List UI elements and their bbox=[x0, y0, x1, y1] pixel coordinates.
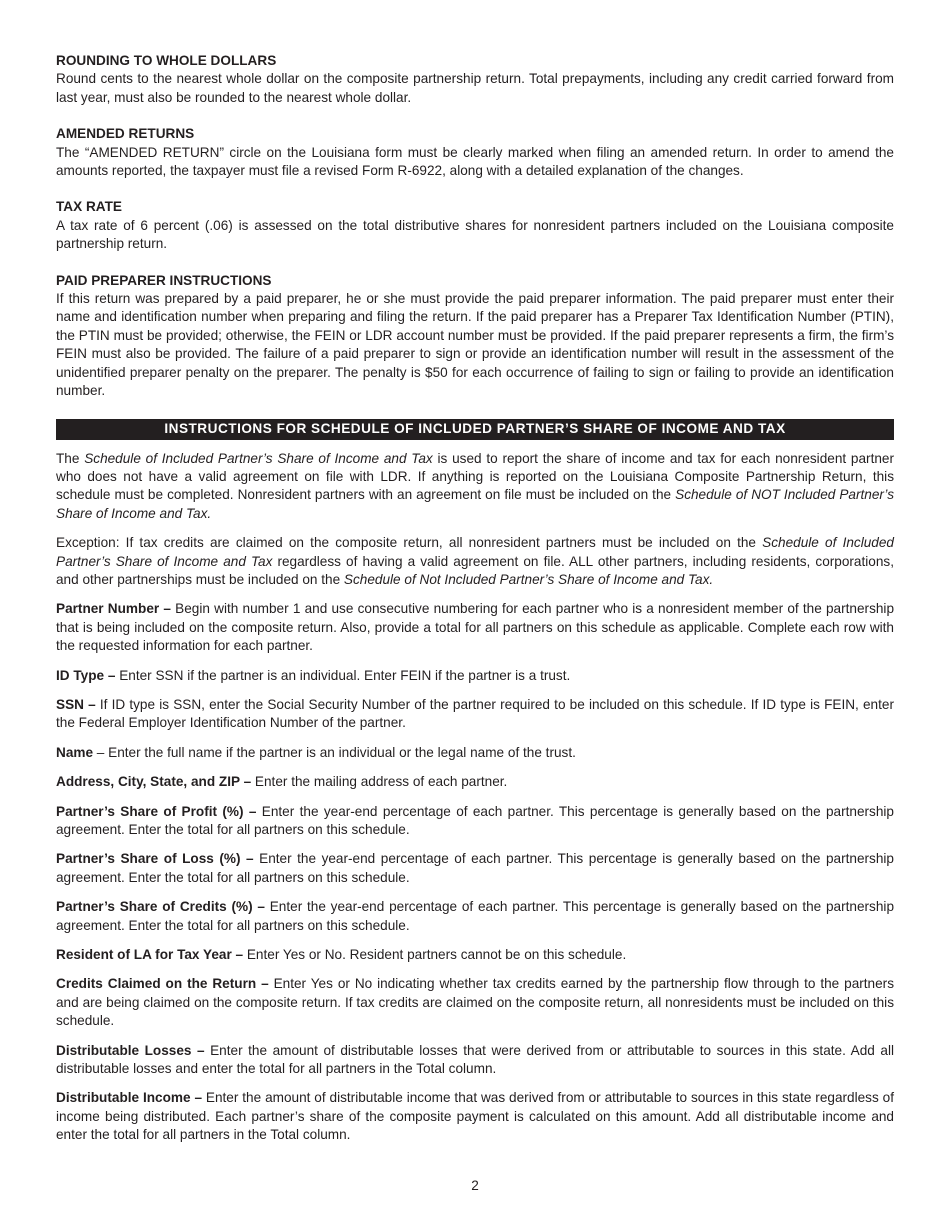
field-term: Address, City, State, and ZIP – bbox=[56, 774, 252, 790]
schedule-instructions-banner: INSTRUCTIONS FOR SCHEDULE OF INCLUDED PARTNER’S SHARE OF INCOME AND TAX bbox=[56, 419, 894, 440]
section-rounding bbox=[56, 52, 894, 107]
section-tax-rate bbox=[56, 198, 894, 253]
section-heading: TAX RATE bbox=[56, 199, 122, 215]
field-instruction-id-type bbox=[56, 667, 894, 685]
field-term: Distributable Income – bbox=[56, 1090, 203, 1106]
field-description: Enter Yes or No indicating whether tax credits earned by the partnership flow through to the partners and are being claimed on the composite return. If tax credits are claimed on the composite return, all nonresidents must be included on this schedule. bbox=[56, 976, 895, 1029]
field-description: Enter the year-end percentage of each partner. This percentage is generally based on the partnership agreement. Enter the total for all partners on this schedule. bbox=[56, 803, 894, 837]
field-term: Partner’s Share of Profit (%) – bbox=[56, 803, 257, 819]
exception-text: Exception: If tax credits are claimed on the composite return, all nonresident partners must be included on the bbox=[56, 535, 763, 551]
section-body: If this return was prepared by a paid preparer, he or she must provide the paid preparer information. The paid preparer must enter their name and identification number when preparing and filing the return. If the paid preparer has a Preparer Tax Identification Number (PTIN), the PTIN must be provided; otherwise, the FEIN or LDR account number must be provided. If the paid preparer represents a firm, the firm’s FEIN must also be provided. The failure of a paid preparer to sign or provide an identification number will result in the assessment of the unidentified preparer penalty on the preparer. The penalty is $50 for each occurrence of failing to sign or failing to provide an identification number. bbox=[56, 291, 894, 399]
section-body: Round cents to the nearest whole dollar on the composite partnership return. Total prepayments, including any credit carried forward from last year, must also be rounded to the nearest whole dollar. bbox=[56, 71, 894, 105]
field-instruction-credits-claimed bbox=[56, 975, 894, 1030]
field-description: Enter the year-end percentage of each partner. This percentage is generally based on the partnership agreement. Enter the total for all partners on this schedule. bbox=[56, 899, 894, 933]
section-body: The “AMENDED RETURN” circle on the Louisiana form must be clearly marked when filing an amended return. In order to amend the amounts reported, the taxpayer must file a revised Form R-6922, along with a detailed explanation of the changes. bbox=[56, 144, 894, 179]
field-description: Enter SSN if the partner is an individual. Enter FEIN if the partner is a trust. bbox=[115, 667, 571, 683]
field-description: Enter the amount of distributable losses that were derived from or attributable to sources in this state. Add all distributable losses and enter the total for all partners in the Total column. bbox=[56, 1042, 894, 1077]
field-instruction-share-profit bbox=[56, 803, 894, 840]
field-term: Partner’s Share of Credits (%) – bbox=[56, 899, 265, 915]
field-instruction-share-loss bbox=[56, 850, 894, 887]
field-instruction-address bbox=[56, 773, 894, 791]
field-description: Enter the year-end percentage of each partner. This percentage is generally based on the partnership agreement. Enter the total for all partners on this schedule. bbox=[56, 851, 894, 885]
field-term: Resident of LA for Tax Year – bbox=[56, 947, 244, 963]
section-heading: AMENDED RETURNS bbox=[56, 126, 195, 142]
exception-schedule-title: Schedule of Not Included Partner’s Share of Income and Tax. bbox=[343, 571, 714, 587]
field-instruction-ssn bbox=[56, 696, 894, 733]
field-instruction-resident bbox=[56, 946, 894, 964]
field-description: – Enter the full name if the partner is an individual or the legal name of the trust. bbox=[93, 744, 576, 760]
field-term: SSN – bbox=[56, 696, 96, 712]
section-heading: PAID PREPARER INSTRUCTIONS bbox=[56, 272, 272, 288]
exception-paragraph bbox=[56, 534, 894, 589]
section-heading: ROUNDING TO WHOLE DOLLARS bbox=[56, 53, 277, 68]
intro-schedule-title: Schedule of Included Partner’s Share of Income and Tax bbox=[84, 450, 433, 466]
field-term: Name bbox=[56, 744, 94, 760]
field-instruction-name bbox=[56, 744, 894, 762]
intro-schedule-title: Schedule of NOT Included Partner’s Share of Income and Tax. bbox=[56, 487, 894, 521]
exception-schedule-title: Schedule of Included Partner’s Share of Income and Tax bbox=[56, 535, 894, 569]
field-description: If ID type is SSN, enter the Social Security Number of the partner required to be included on this schedule. If ID type is FEIN, enter the Federal Employer Identification Number of the partner. bbox=[56, 696, 894, 731]
document-page bbox=[56, 52, 894, 1156]
field-instruction-distributable-income bbox=[56, 1089, 894, 1144]
section-amended-returns bbox=[56, 125, 894, 180]
field-term: Credits Claimed on the Return – bbox=[56, 976, 269, 992]
field-description: Enter Yes or No. Resident partners cannot be on this schedule. bbox=[243, 947, 627, 963]
field-instruction-distributable-losses bbox=[56, 1042, 894, 1079]
field-term: Distributable Losses – bbox=[56, 1042, 205, 1058]
schedule-intro-paragraph bbox=[56, 450, 894, 524]
field-description: Begin with number 1 and use consecutive numbering for each partner who is a nonresident member of the partnership that is being included on the composite return. Also, provide a total for all partners on this schedule as applicable. Complete each row with the requested information for each partner. bbox=[56, 601, 895, 654]
section-paid-preparer bbox=[56, 272, 894, 401]
field-description: Enter the amount of distributable income that was derived from or attributable to sources in this state regardless of income being distributed. Each partner’s share of the composite payment is calculated on this amount. Add all distributable income and enter the total for all partners in the Total column. bbox=[56, 1090, 894, 1143]
field-term: Partner Number – bbox=[56, 601, 171, 617]
field-description: Enter the mailing address of each partner. bbox=[251, 774, 508, 790]
field-term: Partner’s Share of Loss (%) – bbox=[56, 851, 254, 867]
field-instruction-share-credits bbox=[56, 898, 894, 935]
page-number: 2 bbox=[471, 1178, 479, 1193]
intro-text: is used to report the share of income and tax for each nonresident partner who does not have a valid agreement on file with LDR. If anything is reported on the Louisiana Composite Partnership Return, this schedule must be completed. Nonresident partners with an agreement on file must be included on the bbox=[56, 450, 894, 503]
field-instructions-list bbox=[56, 600, 894, 1144]
exception-text: regardless of having a valid agreement on file. ALL other partners, including residents, corporations, and other partnerships must be included on the bbox=[56, 553, 894, 587]
intro-text: The bbox=[56, 450, 85, 466]
section-body: A tax rate of 6 percent (.06) is assessed on the total distributive shares for nonresident partners included on the Louisiana composite partnership return. bbox=[56, 217, 894, 252]
field-term: ID Type – bbox=[56, 667, 116, 683]
field-instruction-partner-number bbox=[56, 600, 894, 655]
